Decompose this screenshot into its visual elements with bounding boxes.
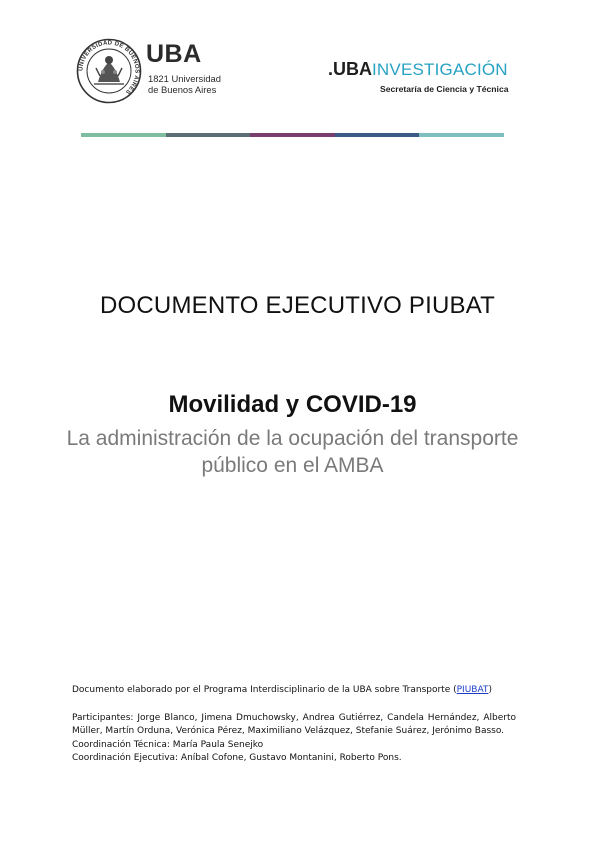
investigacion-subtitle: Secretaría de Ciencia y Técnica xyxy=(380,84,509,94)
color-band-segment xyxy=(335,133,420,137)
uba-seal-icon xyxy=(76,38,142,104)
investigacion-word: INVESTIGACIÓN xyxy=(372,60,508,79)
uba-logo xyxy=(76,38,226,108)
uba-wordmark: UBA xyxy=(146,40,202,68)
piubat-link[interactable]: PIUBAT xyxy=(456,685,489,695)
elaborated-by: Documento elaborado por el Programa Interdisciplinario de la UBA sobre Transporte (PIUBAT) xyxy=(72,685,492,695)
color-band-segment xyxy=(419,133,504,137)
technical-coordination: Coordinación Técnica: María Paula Senejko xyxy=(72,739,264,750)
color-band-segment xyxy=(166,133,251,137)
subtitle: La administración de la ocupación del transporte público en el AMBA xyxy=(66,427,519,477)
document-title: DOCUMENTO EJECUTIVO PIUBAT xyxy=(99,292,495,319)
credits-notes xyxy=(72,684,516,766)
investigacion-prefix: .UBA xyxy=(328,59,372,79)
uba-investigacion-logo xyxy=(328,58,518,100)
participants: Participantes: Jorge Blanco, Jimena Dmuchowsky, Andrea Gutiérrez, Candela Hernández, Alberto Müller, Martín Orduna, Verónica Pérez, Maximiliano Velázquez, Stefanie Suárez, Jerónimo Basso. xyxy=(72,712,516,736)
uba-university-name: 1821 Universidad de Buenos Aires xyxy=(148,73,221,95)
color-band-segment xyxy=(250,133,335,137)
color-band-segment xyxy=(81,133,166,137)
main-title: Movilidad y COVID-19 xyxy=(168,391,417,418)
color-band xyxy=(81,133,504,137)
executive-coordination: Coordinación Ejecutiva: Aníbal Cofone, Gustavo Montanini, Roberto Pons. xyxy=(72,753,402,763)
svg-text:UNIVERSIDAD DE BUENOS AIRES: UNIVERSIDAD DE BUENOS AIRES xyxy=(78,40,140,95)
